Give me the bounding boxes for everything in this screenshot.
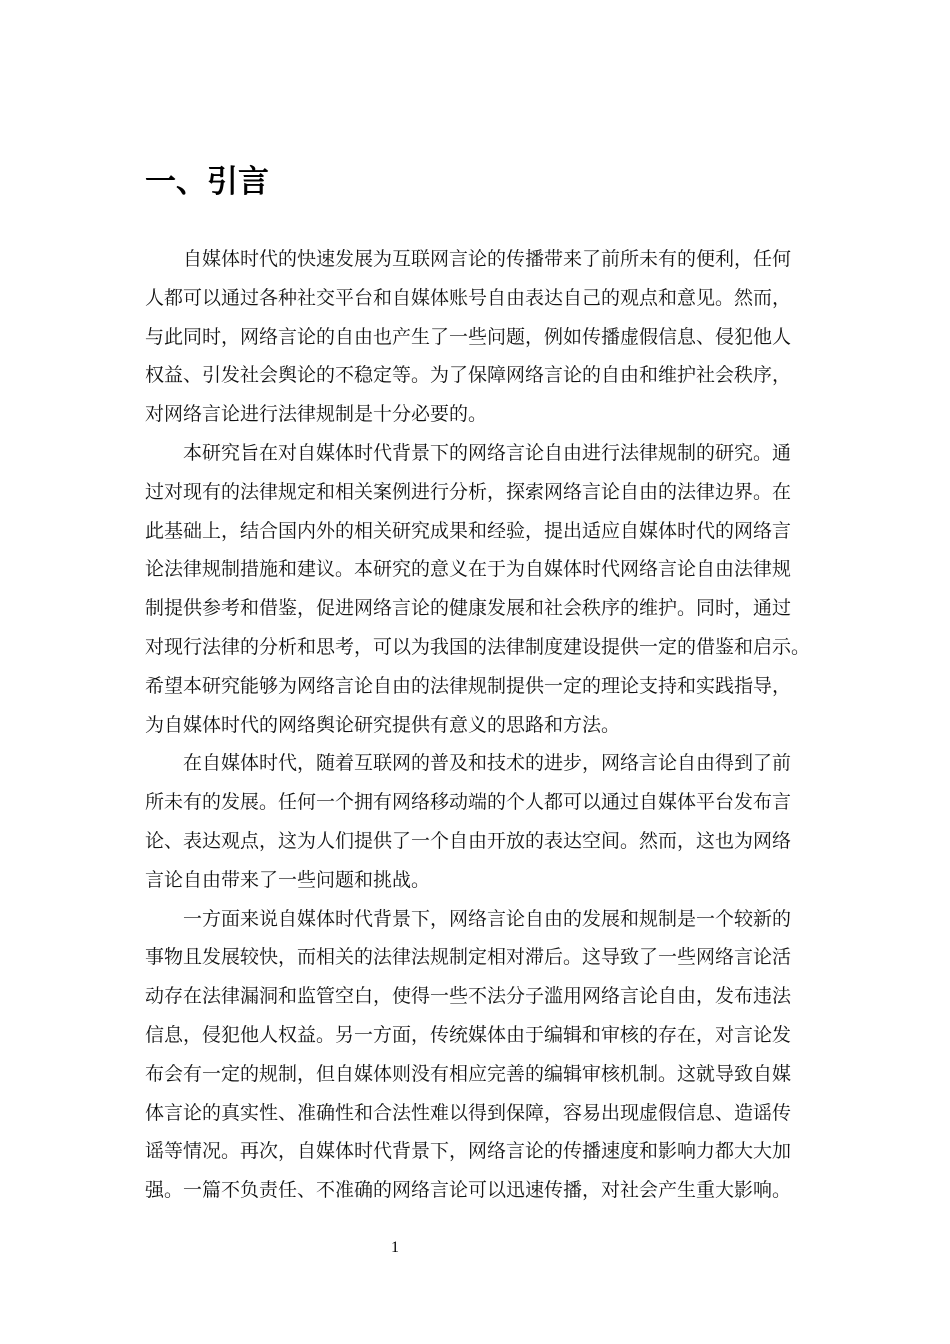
section-heading: 一、引言 <box>145 164 269 200</box>
text-line: 论法律规制措施和建议。本研究的意义在于为自媒体时代网络言论自由法律规 <box>145 558 792 581</box>
text-line: 人都可以通过各种社交平台和自媒体账号自由表达自己的观点和意见。然而， <box>145 286 792 309</box>
text-line: 此基础上，结合国内外的相关研究成果和经验，提出适应自媒体时代的网络言 <box>145 519 792 542</box>
page-number: 1 <box>391 1239 399 1256</box>
text-line: 对现行法律的分析和思考，可以为我国的法律制度建设提供一定的借鉴和启示。 <box>145 635 811 658</box>
text-line: 权益、引发社会舆论的不稳定等。为了保障网络言论的自由和维护社会秩序， <box>145 364 792 387</box>
text-line: 言论自由带来了一些问题和挑战。 <box>145 868 431 891</box>
text-line: 希望本研究能够为网络言论自由的法律规制提供一定的理论支持和实践指导， <box>145 674 792 697</box>
text-line: 布会有一定的规制，但自媒体则没有相应完善的编辑审核机制。这就导致自媒 <box>145 1062 792 1085</box>
text-line: 事物且发展较快，而相关的法律法规制定相对滞后。这导致了一些网络言论活 <box>145 946 792 969</box>
paragraph-3 <box>145 744 810 899</box>
text-line: 一方面来说自媒体时代背景下，网络言论自由的发展和规制是一个较新的 <box>183 907 792 930</box>
body-text <box>145 240 810 1210</box>
paragraph-1 <box>145 240 810 434</box>
paragraph-2 <box>145 434 810 744</box>
text-line: 动存在法律漏洞和监管空白，使得一些不法分子滥用网络言论自由，发布违法 <box>145 985 792 1008</box>
text-line: 制提供参考和借鉴，促进网络言论的健康发展和社会秩序的维护。同时，通过 <box>145 597 792 620</box>
text-line: 体言论的真实性、准确性和合法性难以得到保障，容易出现虚假信息、造谣传 <box>145 1101 792 1124</box>
text-line: 对网络言论进行法律规制是十分必要的。 <box>145 403 488 426</box>
text-line: 在自媒体时代，随着互联网的普及和技术的进步，网络言论自由得到了前 <box>183 752 792 775</box>
text-line: 论、表达观点，这为人们提供了一个自由开放的表达空间。然而，这也为网络 <box>145 829 792 852</box>
paragraph-4 <box>145 900 810 1210</box>
text-line: 强。一篇不负责任、不准确的网络言论可以迅速传播，对社会产生重大影响。 <box>145 1179 792 1202</box>
text-line: 谣等情况。再次，自媒体时代背景下，网络言论的传播速度和影响力都大大加 <box>145 1140 792 1163</box>
text-line: 所未有的发展。任何一个拥有网络移动端的个人都可以通过自媒体平台发布言 <box>145 791 792 814</box>
text-line: 自媒体时代的快速发展为互联网言论的传播带来了前所未有的便利，任何 <box>183 248 792 270</box>
text-line: 过对现有的法律规定和相关案例进行分析，探索网络言论自由的法律边界。在 <box>145 480 792 503</box>
text-line: 与此同时，网络言论的自由也产生了一些问题，例如传播虚假信息、侵犯他人 <box>145 325 792 348</box>
text-line: 为自媒体时代的网络舆论研究提供有意义的思路和方法。 <box>145 713 621 736</box>
text-line: 本研究旨在对自媒体时代背景下的网络言论自由进行法律规制的研究。通 <box>183 441 792 464</box>
text-line: 信息，侵犯他人权益。另一方面，传统媒体由于编辑和审核的存在，对言论发 <box>145 1023 792 1046</box>
